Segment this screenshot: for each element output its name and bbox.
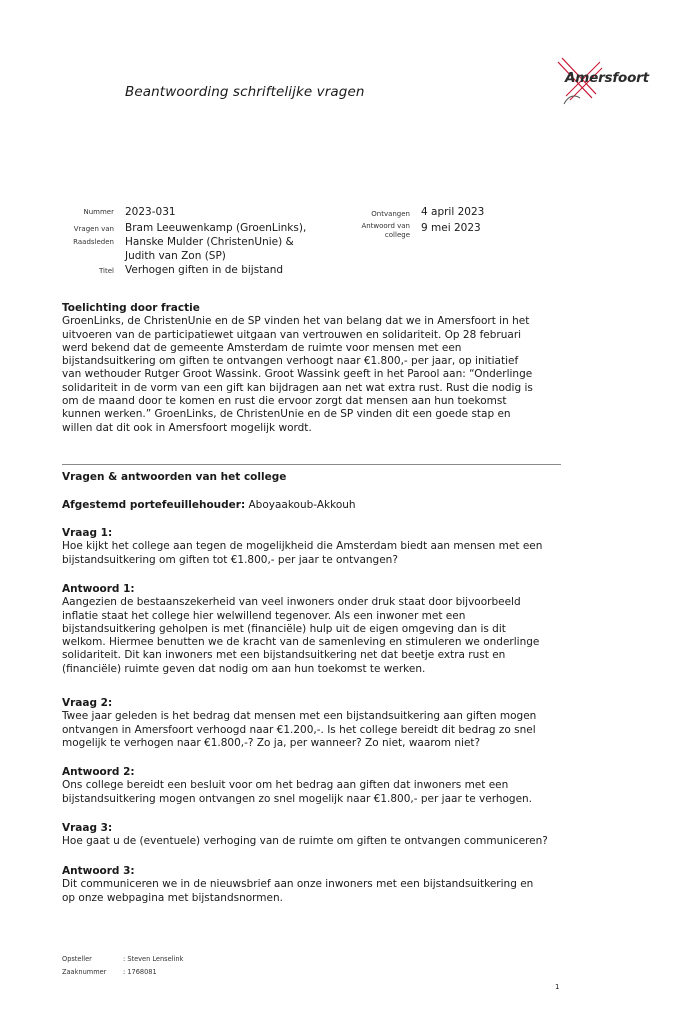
qa-heading: Vragen & antwoorden van het college <box>62 471 287 483</box>
logo-wordmark: Amersfoort <box>565 70 649 86</box>
vraag-3-heading: Vraag 3: <box>62 822 113 834</box>
titel-value: Verhogen giften in de bijstand <box>125 264 284 276</box>
toelichting-line: om de maand door te komen en rust die ervoor zorgt dat mensen aan hun toekomst <box>62 395 507 408</box>
antwoord-2-line: bijstandsuitkering mogen ontvangen zo snel mogelijk naar €1.800,- per jaar te verhogen. <box>62 792 533 805</box>
vragen-van-line-1: Bram Leeuwenkamp (GroenLinks), <box>125 222 307 234</box>
vraag-1-block <box>62 527 562 567</box>
antwoord-2-line: Ons college bereidt een besluit voor om het bedrag aan giften dat inwoners met een <box>62 779 509 792</box>
vraag-3-block <box>62 822 562 849</box>
vraag-1-heading: Vraag 1: <box>62 527 113 539</box>
antwoord-datum-value: 9 mei 2023 <box>421 222 481 234</box>
toelichting-line: van wethouder Rutger Groot Wassink. Groot Wassink geeft in het Parool aan: “Onderlinge <box>62 368 533 381</box>
portefeuille-block <box>62 499 562 512</box>
amersfoort-logo <box>556 56 652 112</box>
opsteller-value: : Steven Lenselink <box>123 955 184 963</box>
antwoord-van-label: Antwoord van <box>361 222 410 230</box>
nummer-label: Nummer <box>83 208 114 216</box>
portefeuille-label: Afgestemd portefeuillehouder: <box>62 499 246 511</box>
antwoord-3-block <box>62 865 562 905</box>
antwoord-1-line: Aangezien de bestaanszekerheid van veel inwoners onder druk staat door bijvoorbeeld <box>62 596 521 609</box>
toelichting-line: bijstandsuitkering om giften te ontvangen verhoogt naar €1.800,- per jaar, op initiatief <box>62 355 519 368</box>
antwoord-3-line: op onze webpagina met bijstandsnormen. <box>62 891 283 904</box>
antwoord-1-line: inflatie staat het college hier welwillend tegenover. Als een inwoner met een <box>62 609 466 622</box>
vraag-1-line: bijstandsuitkering om giften tot €1.800,- per jaar te ontvangen? <box>62 553 398 566</box>
page-number: 1 <box>555 983 560 991</box>
vraag-1-line: Hoe kijkt het college aan tegen de mogelijkheid die Amsterdam biedt aan mensen met een <box>62 540 543 553</box>
vragen-van-line-3: Judith van Zon (SP) <box>125 250 226 262</box>
section-divider <box>62 464 561 465</box>
zaaknummer-label: Zaaknummer <box>62 968 107 976</box>
toelichting-line: solidariteit in de vorm van een gift kan bijdragen aan net wat extra rust. Rust die nodig is <box>62 381 533 394</box>
zaaknummer-value: : 1768081 <box>123 968 157 976</box>
college-label: college <box>384 231 410 239</box>
nummer-value: 2023-031 <box>125 206 176 218</box>
raadsleden-label: Raadsleden <box>73 238 114 246</box>
document-title: Beantwoording schriftelijke vragen <box>125 84 365 100</box>
antwoord-3-heading: Antwoord 3: <box>62 865 135 877</box>
ontvangen-value: 4 april 2023 <box>421 206 485 218</box>
toelichting-section <box>62 302 562 435</box>
vraag-2-block <box>62 697 562 750</box>
antwoord-3-line: Dit communiceren we in de nieuwsbrief aan onze inwoners met een bijstandsuitkering en <box>62 878 534 891</box>
ontvangen-label: Ontvangen <box>371 210 410 218</box>
antwoord-1-line: solidariteit. Dit kan inwoners met een bijstandsuitkering net dat beetje extra rust en <box>62 649 506 662</box>
antwoord-1-line: (financiële) ruimte geven dat nodig om aan hun toekomst te werken. <box>62 662 426 675</box>
antwoord-1-line: welkom. Hiermee benutten we de kracht van de samenleving en stimuleren we onderlinge <box>62 636 540 649</box>
vraag-2-line: ontvangen in Amersfoort verhoogd naar €1.200,-. Is het college bereidt dit bedrag zo snel <box>62 723 536 736</box>
qa-heading-block <box>62 471 562 484</box>
portefeuille-value: Aboyaakoub-Akkouh <box>245 499 356 511</box>
opsteller-label: Opsteller <box>62 955 92 963</box>
antwoord-2-heading: Antwoord 2: <box>62 766 135 778</box>
antwoord-2-block <box>62 766 562 806</box>
antwoord-1-line: bijstandsuitkering geholpen is met (financiële) hulp uit de eigen omgeving dan is dit <box>62 622 506 635</box>
toelichting-line: willen dat dit ook in Amersfoort mogelijk wordt. <box>62 421 312 434</box>
toelichting-line: werd bekend dat de gemeente Amsterdam de ruimte voor mensen met een <box>62 341 462 354</box>
vraag-2-heading: Vraag 2: <box>62 697 113 709</box>
vraag-2-line: mogelijk te verhogen naar €1.800,-? Zo ja, per wanneer? Zo niet, waarom niet? <box>62 736 481 749</box>
vraag-3-line: Hoe gaat u de (eventuele) verhoging van de ruimte om giften te ontvangen communiceren? <box>62 835 548 848</box>
toelichting-heading: Toelichting door fractie <box>62 302 200 314</box>
titel-label: Titel <box>98 267 114 275</box>
vragen-van-line-2: Hanske Mulder (ChristenUnie) & <box>125 236 294 248</box>
toelichting-line: GroenLinks, de ChristenUnie en de SP vinden het van belang dat we in Amersfoort in het <box>62 315 530 328</box>
antwoord-1-block <box>62 583 562 676</box>
vraag-2-line: Twee jaar geleden is het bedrag dat mensen met een bijstandsuitkering aan giften mogen <box>62 710 537 723</box>
toelichting-line: uitvoeren van de participatiewet uitgaan van vertrouwen en solidariteit. Op 28 februari <box>62 328 522 341</box>
vragen-van-label: Vragen van <box>73 225 114 233</box>
toelichting-line: kunnen werken.” GroenLinks, de ChristenUnie en de SP vinden dit een goede stap en <box>62 408 511 421</box>
antwoord-1-heading: Antwoord 1: <box>62 583 135 595</box>
